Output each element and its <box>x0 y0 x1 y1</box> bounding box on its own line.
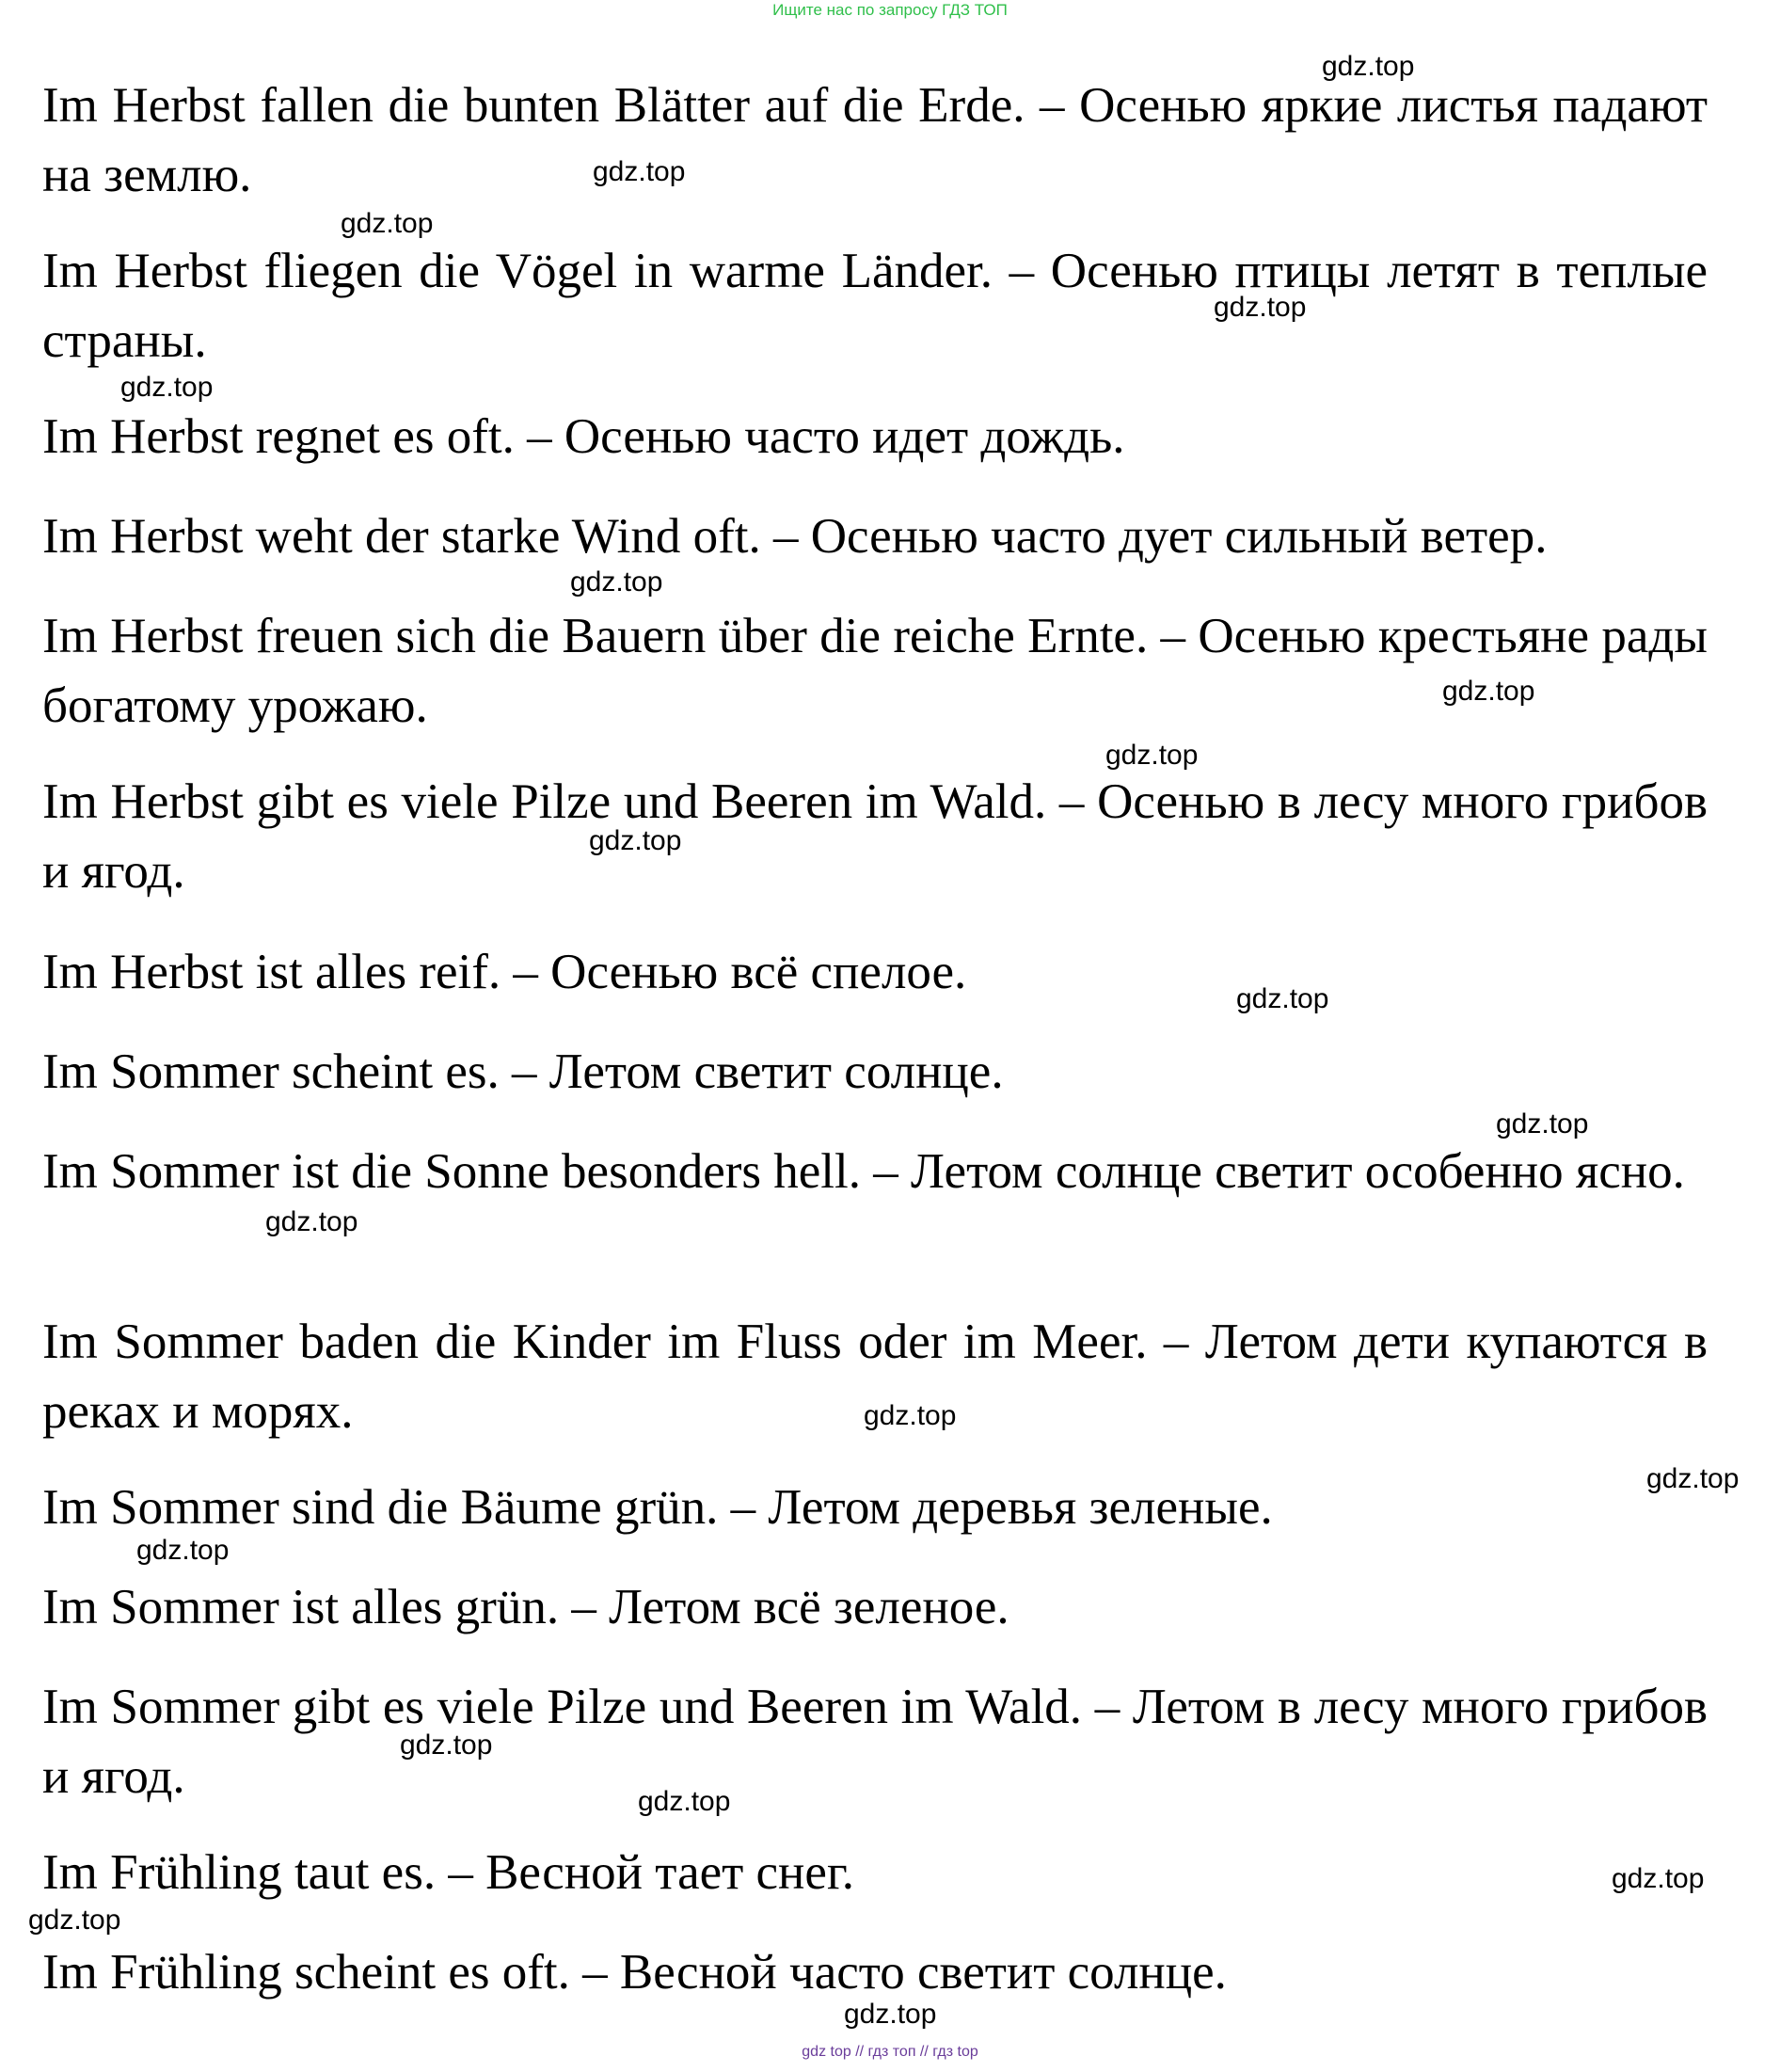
sentence-8: Im Sommer scheint es. – Летом светит солнце. <box>42 1044 1004 1099</box>
sentence-2: Im Herbst fliegen die Vögel in warme Länder. – Осенью птицы летят в теплые страны. <box>42 244 1708 368</box>
sentence-11: Im Sommer sind die Bäume grün. – Летом деревья зеленые. <box>42 1480 1273 1535</box>
watermark-label: gdz.top <box>341 208 434 239</box>
watermark-label: gdz.top <box>593 156 686 187</box>
sentence-12: Im Sommer ist alles grün. – Летом всё зеленое. <box>42 1580 1009 1634</box>
sentence-1: Im Herbst fallen die bunten Blätter auf die Erde. – Осенью яркие листья падают на землю. <box>42 78 1708 202</box>
watermark-label: gdz.top <box>864 1400 957 1431</box>
watermark-label: gdz.top <box>589 825 682 856</box>
watermark-label: gdz.top <box>638 1786 731 1817</box>
watermark-label: gdz.top <box>1442 676 1535 707</box>
watermark-label: gdz.top <box>1496 1108 1589 1140</box>
sentence-4: Im Herbst weht der starke Wind oft. – Осенью часто дует сильный ветер. <box>42 509 1548 564</box>
watermark-label: gdz.top <box>1105 740 1199 771</box>
sentence-3: Im Herbst regnet es oft. – Осенью часто идет дождь. <box>42 409 1125 464</box>
watermark-label: gdz.top <box>1646 1463 1740 1494</box>
sentence-9: Im Sommer ist die Sonne besonders hell. – Летом солнце светит особенно ясно. <box>42 1144 1685 1199</box>
watermark-label: gdz.top <box>1322 51 1415 82</box>
footer-text: gdz top // гдз топ // гдз top <box>802 2044 978 2060</box>
watermark-label: gdz.top <box>1236 983 1329 1014</box>
watermark-label: gdz.top <box>120 372 214 403</box>
watermark-label: gdz.top <box>570 566 663 598</box>
watermark-label: gdz.top <box>1214 292 1307 323</box>
watermark-label: gdz.top <box>136 1535 230 1566</box>
sentence-5: Im Herbst freuen sich die Bauern über die reiche Ernte. – Осенью крестьяне рады богатому урожаю. <box>42 609 1708 733</box>
sentence-6: Im Herbst gibt es viele Pilze und Beeren im Wald. – Осенью в лесу много грибов и ягод. <box>42 774 1708 899</box>
watermark-label: gdz.top <box>1612 1863 1705 1894</box>
watermark-label: gdz.top <box>400 1729 493 1761</box>
watermark-label: gdz.top <box>28 1905 121 1936</box>
sentence-10: Im Sommer baden die Kinder im Fluss oder im Meer. – Летом дети купаются в реках и морях. <box>42 1315 1708 1439</box>
watermark-label: gdz.top <box>265 1206 358 1237</box>
sentence-7: Im Herbst ist alles reif. – Осенью всё спелое. <box>42 945 967 999</box>
watermark-label: gdz.top <box>844 1999 937 2030</box>
sentence-14: Im Frühling taut es. – Весной тает снег. <box>42 1845 854 1900</box>
top-banner: Ищите нас по запросу ГДЗ ТОП <box>772 1 1008 19</box>
sentence-15: Im Frühling scheint es oft. – Весной часто светит солнце. <box>42 1945 1227 2000</box>
sentence-13: Im Sommer gibt es viele Pilze und Beeren im Wald. – Летом в лесу много грибов и ягод. <box>42 1680 1708 1804</box>
